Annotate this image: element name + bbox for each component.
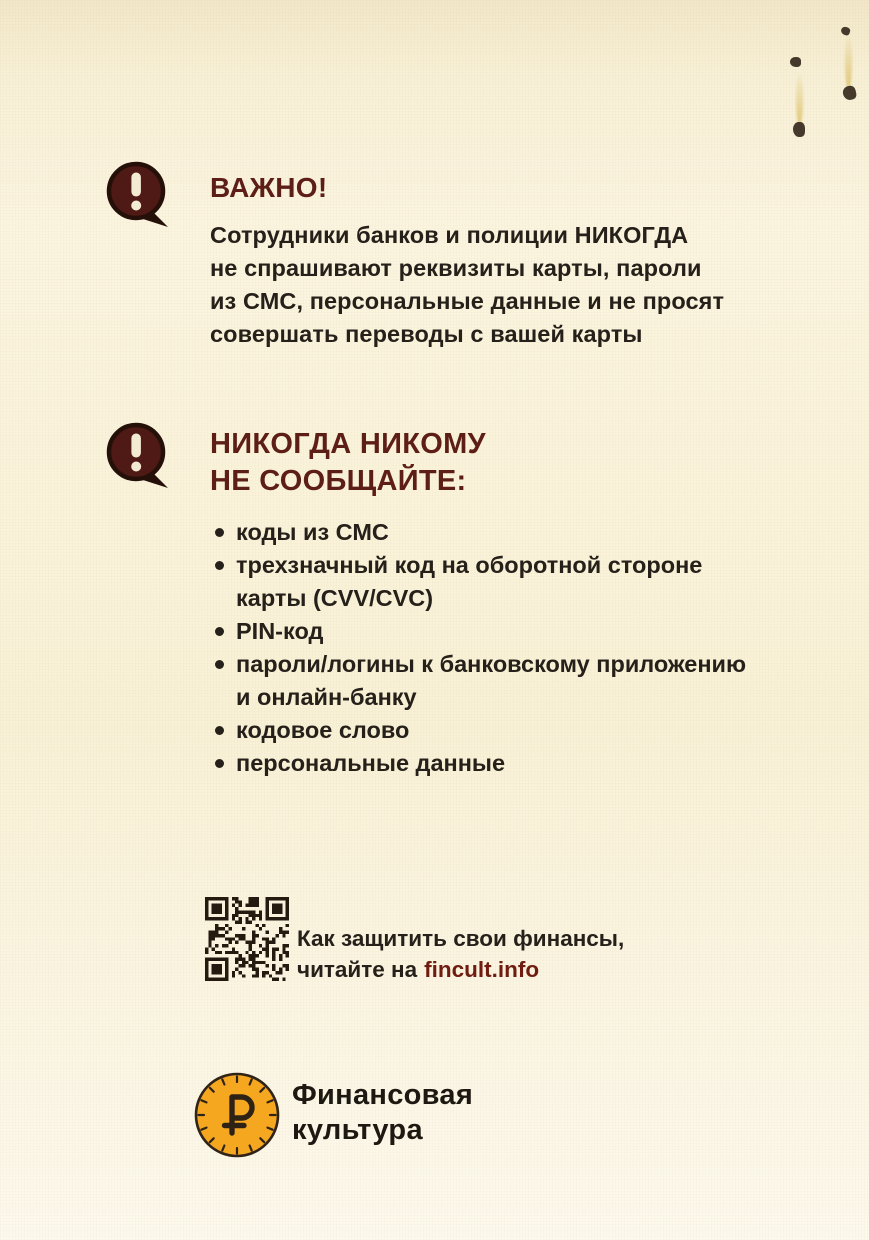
qr-caption-prefix: читайте на <box>297 957 418 982</box>
ink-streak <box>845 36 852 88</box>
list-item-line: карты (CVV/CVC) <box>236 585 434 611</box>
bullet-dot-icon <box>215 627 224 636</box>
brand-name <box>292 1078 473 1148</box>
ink-speck <box>840 26 851 36</box>
exclamation-speech-bubble-icon <box>103 420 173 490</box>
qr-caption-line: Как защитить свои финансы, <box>297 926 625 951</box>
ink-speck <box>790 57 801 67</box>
list-item <box>210 615 710 648</box>
important-body <box>210 219 725 351</box>
bullet-dot-icon <box>215 660 224 669</box>
list-item <box>210 549 710 615</box>
title-line: НЕ СООБЩАЙТЕ: <box>210 465 467 497</box>
brand-name-line: культура <box>292 1114 423 1146</box>
never-tell-list <box>210 516 747 780</box>
list-item <box>210 747 710 780</box>
qr-caption-line <box>297 954 717 985</box>
brand-name-line: Финансовая <box>292 1079 474 1111</box>
never-tell-title <box>210 426 710 500</box>
exclamation-speech-bubble-icon <box>103 159 173 229</box>
list-item-line: трехзначный код на оборотной стороне <box>236 552 703 578</box>
ink-speck <box>842 85 858 101</box>
important-title: ВАЖНО! <box>210 172 328 203</box>
list-item <box>210 648 747 714</box>
ink-speck <box>793 122 805 137</box>
body-line: не спрашивают реквизиты карты, пароли <box>210 255 702 281</box>
body-line: Сотрудники банков и полиции НИКОГДА <box>210 222 689 248</box>
bullet-dot-icon <box>215 561 224 570</box>
list-item-line: пароли/логины к банковскому приложению <box>236 651 747 677</box>
qr-caption <box>297 923 717 985</box>
body-line: из СМС, персональные данные и не просят <box>210 288 725 314</box>
list-item <box>210 516 710 549</box>
list-item-line: кодовое слово <box>236 717 410 743</box>
body-line: совершать переводы с вашей карты <box>210 321 643 347</box>
bullet-dot-icon <box>215 759 224 768</box>
bullet-dot-icon <box>215 528 224 537</box>
fincult-link: fincult.info <box>424 957 540 982</box>
list-item-line: и онлайн-банку <box>236 684 417 710</box>
list-item <box>210 714 710 747</box>
qr-code <box>205 897 289 981</box>
list-item-line: персональные данные <box>236 750 506 776</box>
title-line: НИКОГДА НИКОМУ <box>210 428 486 460</box>
ruble-coin-clock-icon <box>193 1071 281 1159</box>
ink-streak <box>796 74 803 124</box>
bullet-dot-icon <box>215 726 224 735</box>
list-item-line: PIN-код <box>236 618 324 644</box>
list-item-line: коды из СМС <box>236 519 389 545</box>
